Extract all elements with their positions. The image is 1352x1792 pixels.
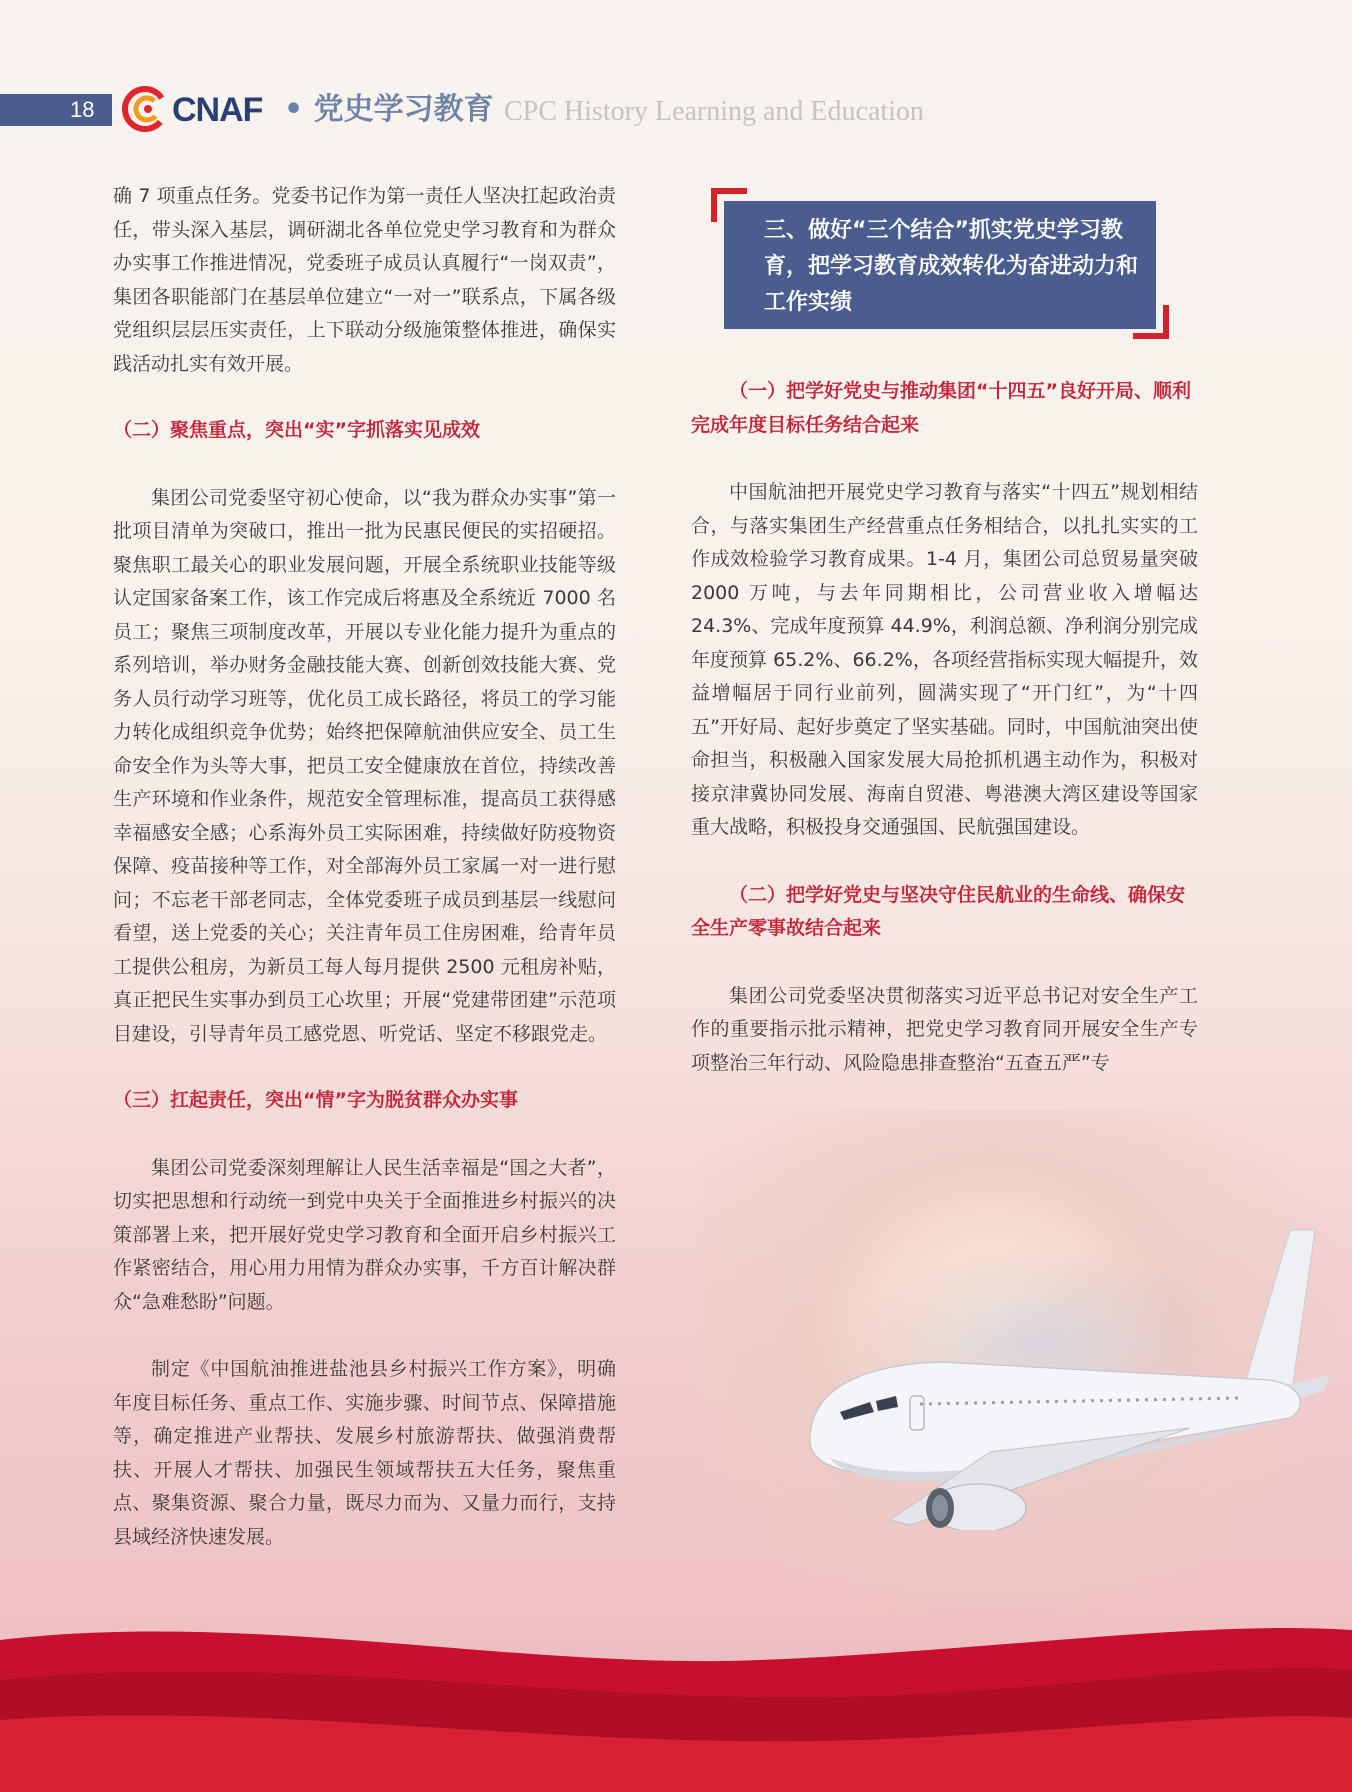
right-column [691, 375, 1198, 1080]
airplane-image [770, 1190, 1330, 1530]
subheading: （二）把学好党史与坚决守住民航业的生命线、确保安全生产零事故结合起来 [691, 883, 1186, 939]
page-number-bar [0, 94, 112, 126]
corner-accent-top-left [711, 188, 747, 194]
section-header-title: • 党史学习教育 [284, 92, 494, 127]
subheading: （一）把学好党史与推动集团“十四五”良好开局、顺利完成年度目标任务结合起来 [691, 380, 1191, 436]
paragraph: 集团公司党委深刻理解让人民生活幸福是“国之大者”，切实把思想和行动统一到党中央关于全面推进乡村振兴的决策部署上来，把开展好党史学习教育和全面开启乡村振兴工作紧密结合，用心用力用情为群众办实事，千方百计解决群众“急难愁盼”问题。 [113, 1156, 616, 1313]
section-heading-box [724, 201, 1156, 329]
subheading: （三）扛起责任，突出“情”字为脱贫群众办实事 [113, 1089, 518, 1111]
corner-accent-bottom-right [1133, 333, 1169, 339]
cnaf-logo-icon [122, 86, 168, 132]
section-header-title-en: CPC History Learning and Education [504, 96, 924, 127]
paragraph: 确 7 项重点任务。党委书记作为第一责任人坚决扛起政治责任，带头深入基层，调研湖北各单位党史学习教育和为群众办实事工作推进情况，党委班子成员认真履行“一岗双责”，集团各职能部门在基层单位建立“一对一”联系点，下属各级党组织层层压实责任，上下联动分级施策整体推进，确保实践活动扎实有效开展。 [113, 185, 616, 375]
paragraph: 集团公司党委坚决贯彻落实习近平总书记对安全生产工作的重要指示批示精神，把党史学习教育同开展安全生产专项整治三年行动、风险隐患排查整治“五查五严”专 [691, 984, 1198, 1074]
page-number: 18 [70, 97, 95, 122]
subheading: （二）聚焦重点，突出“实”字抓落实见成效 [113, 419, 480, 441]
logo-text: CNAF [172, 91, 263, 129]
left-column [113, 180, 616, 1554]
paragraph: 集团公司党委坚守初心使命，以“我为群众办实事”第一批项目清单为突破口，推出一批为民惠民便民的实招硬招。聚焦职工最关心的职业发展问题，开展全系统职业技能等级认定国家备案工作，该工作完成后将惠及全系统近 7000 名员工；聚焦三项制度改革，开展以专业化能力提升为重点的系列培训，举办财务金融技能大赛、创新创效技能大赛、党务人员行动学习班等，优化员工成长路径，将员工的学习能力转化成组织竞争优势；始终把保障航油供应安全、员工生命安全作为头等大事，把员工安全健康放在首位，持续改善生产环境和作业条件，规范安全管理标准，提高员工获得感幸福感安全感；心系海外员工实际困难，持续做好防疫物资保障、疫苗接种等工作，对全部海外员工家属一对一进行慰问；不忘老干部老同志，全体党委班子成员到基层一线慰问看望，送上党委的关心；关注青年员工住房困难，给青年员工提供公租房，为新员工每人每月提供 2500 元租房补贴，真正把民生实事办到员工心坎里；开展“党建带团建”示范项目建设，引导青年员工感党恩、听党话、坚定不移跟党走。 [113, 486, 616, 1045]
paragraph: 制定《中国航油推进盐池县乡村振兴工作方案》，明确年度目标任务、重点工作、实施步骤、时间节点、保障措施等，确定推进产业帮扶、发展乡村旅游帮扶、做强消费帮扶、开展人才帮扶、加强民生领域帮扶五大任务，聚焦重点、聚集资源、聚合力量，既尽力而为、又量力而行，支持县域经济快速发展。 [113, 1358, 616, 1548]
bottom-red-wave [0, 1600, 1352, 1792]
paragraph: 中国航油把开展党史学习教育与落实“十四五”规划相结合，与落实集团生产经营重点任务相结合，以扎扎实实的工作成效检验学习教育成果。1-4 月，集团公司总贸易量突破 2000 万吨，与去年同期相比，公司营业收入增幅达 24.3%、完成年度预算 44.9%，利润总额、净利润分别完成年度预算 65.2%、66.2%，各项经营指标实现大幅提升，效益增幅居于同行业前列，圆满实现了“开门红”，为“十四五”开好局、起好步奠定了坚实基础。同时，中国航油突出使命担当，积极融入国家发展大局抢抓机遇主动作为，积极对接京津冀协同发展、海南自贸港、粤港澳大湾区建设等国家重大战略，积极投身交通强国、民航强国建设。 [691, 481, 1198, 838]
section-heading: 三、做好“三个结合”抓实党史学习教育，把学习教育成效转化为奋进动力和工作实绩 [764, 218, 1139, 315]
